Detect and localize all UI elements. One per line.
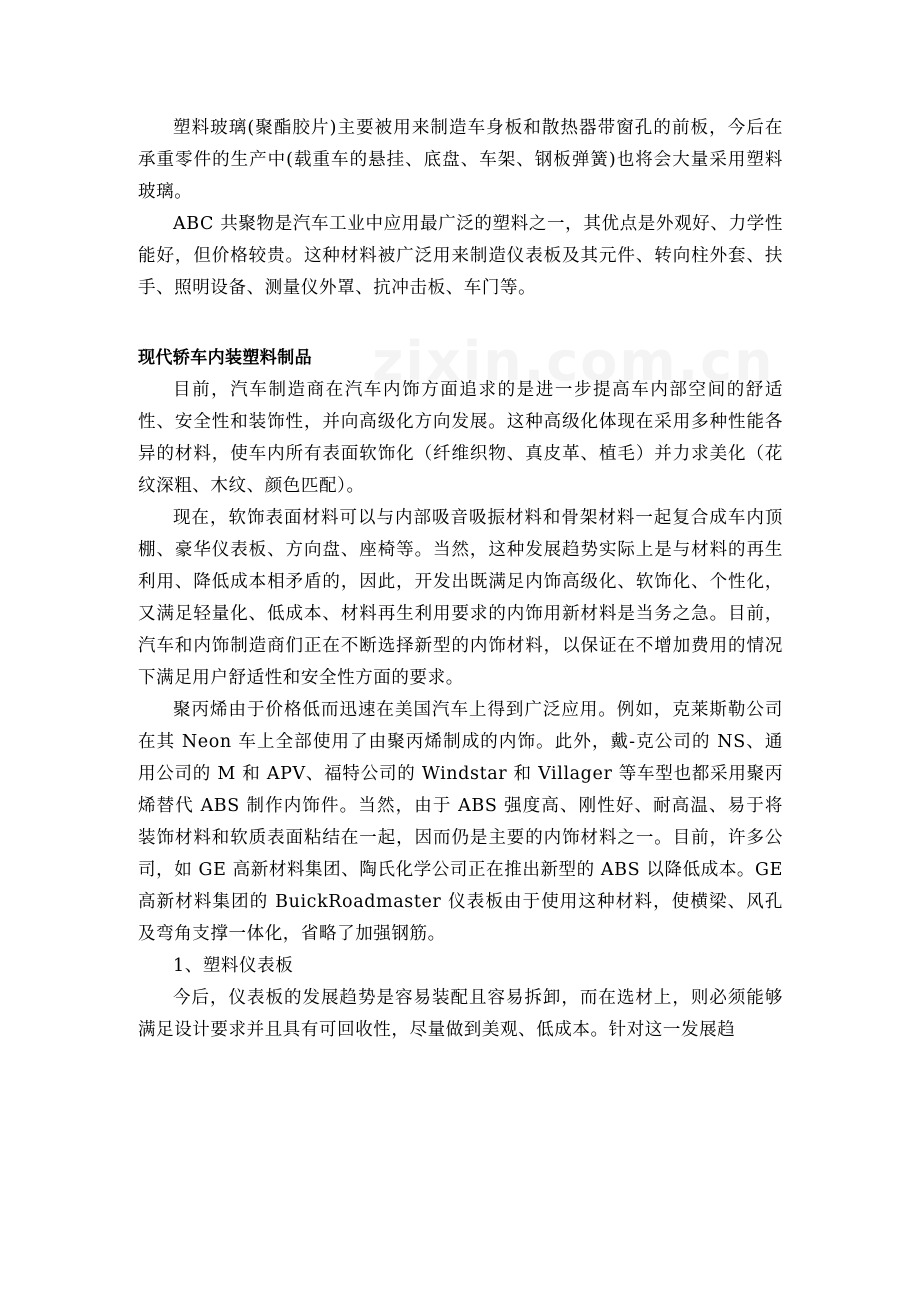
section-spacer <box>138 304 783 342</box>
paragraph: 聚丙烯由于价格低而迅速在美国汽车上得到广泛应用。例如，克莱斯勒公司在其 Neon 车上全部使用了由聚丙烯制成的内饰。此外，戴-克公司的 NS、通用公司的 M 和 APV、福特公司的 Windstar 和 Villager 等车型也都采用聚丙烯替代 ABS 制作内饰件。当然，由于 ABS 强度高、刚性好、耐高温、易于将装饰材料和软质表面粘结在一起，因而仍是主要的内饰材料之一。目前，许多公司，如 GE 高新材料集团、陶氏化学公司正在推出新型的 ABS 以降低成本。GE 高新材料集团的 BuickRoadmaster 仪表板由于使用这种材料，使横梁、风孔及弯角支撑一体化，省略了加强钢筋。 <box>138 700 783 944</box>
paragraph: ABC 共聚物是汽车工业中应用最广泛的塑料之一，其优点是外观好、力学性能好，但价格较贵。这种材料被广泛用来制造仪表板及其元件、转向柱外套、扶手、照明设备、测量仪外罩、抗冲击板、车门等。 <box>138 214 783 298</box>
subheading-paragraph: 1、塑料仪表板 <box>173 956 294 976</box>
document-body <box>138 112 783 1046</box>
section-heading: 现代轿车内装塑料制品 <box>138 348 312 368</box>
paragraph: 塑料玻璃(聚酯胶片)主要被用来制造车身板和散热器带窗孔的前板，今后在承重零件的生产中(载重车的悬挂、底盘、车架、钢板弹簧)也将会大量采用塑料玻璃。 <box>138 118 783 202</box>
paragraph: 今后，仪表板的发展趋势是容易装配且容易拆卸，而在选材上，则必须能够满足设计要求并且具有可回收性，尽量做到美观、低成本。针对这一发展趋 <box>138 988 783 1040</box>
paragraph: 目前，汽车制造商在汽车内饰方面追求的是进一步提高车内部空间的舒适性、安全性和装饰性，并向高级化方向发展。这种高级化体现在采用多种性能各异的材料，使车内所有表面软饰化（纤维织物、真皮革、植毛）并力求美化（花纹深粗、木纹、颜色匹配）。 <box>138 380 783 496</box>
paragraph: 现在，软饰表面材料可以与内部吸音吸振材料和骨架材料一起复合成车内顶棚、豪华仪表板、方向盘、座椅等。当然，这种发展趋势实际上是与材料的再生利用、降低成本相矛盾的，因此，开发出既满足内饰高级化、软饰化、个性化，又满足轻量化、低成本、材料再生利用要求的内饰用新材料是当务之急。目前，汽车和内饰制造商们正在不断选择新型的内饰材料，以保证在不增加费用的情况下满足用户舒适性和安全性方面的要求。 <box>138 508 783 688</box>
